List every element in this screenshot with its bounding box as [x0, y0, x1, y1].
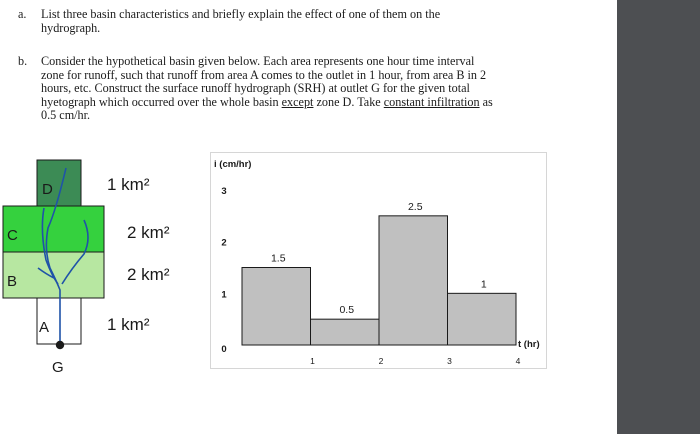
- question-a: [18, 8, 578, 35]
- question-b-line-2: zone for runoff, such that runoff from area A comes to the outlet in 1 hour, from area B in 2: [41, 67, 487, 82]
- bar-label-1: 1.5: [270, 252, 286, 265]
- question-a-number: a.: [18, 7, 27, 21]
- constant-infiltration-phrase: constant infiltration: [383, 94, 480, 109]
- x-tick-2: 2: [378, 356, 384, 366]
- x-axis-label: t (hr): [518, 339, 540, 350]
- bar-2: [311, 319, 380, 345]
- zone-a-label: A: [39, 319, 50, 336]
- question-b-line-1: Consider the hypothetical basin given below. Each area represents one hour time interval: [41, 54, 475, 68]
- x-tick-4: 4: [515, 356, 521, 366]
- question-a-line-1: List three basin characteristics and briefly explain the effect of one of them on the: [41, 7, 441, 21]
- question-a-line-2: hydrograph.: [41, 20, 101, 35]
- y-tick-3: 3: [221, 186, 227, 197]
- y-axis-label: i (cm/hr): [214, 159, 252, 170]
- y-tick-1: 1: [221, 289, 227, 301]
- question-b-number: b.: [18, 54, 28, 68]
- zone-d-label: D: [42, 181, 53, 198]
- zone-b-area: 2 km²: [127, 265, 170, 284]
- outlet-point: [56, 341, 64, 349]
- zone-b-label: B: [7, 273, 18, 290]
- bar-label-4: 1: [480, 278, 487, 291]
- except-word: except: [281, 94, 314, 109]
- bar-label-2: 0.5: [339, 304, 355, 317]
- dark-side-panel: [617, 0, 700, 434]
- question-b-line-4-start: hyetograph which occurred over the whole basin: [41, 94, 282, 109]
- y-tick-2: 2: [221, 237, 227, 249]
- bar-4: [448, 293, 517, 345]
- basin-diagram: [0, 150, 205, 380]
- y-tick-0: 0: [221, 344, 227, 355]
- zone-d-area: 1 km²: [107, 175, 150, 194]
- x-tick-1: 1: [310, 356, 315, 366]
- question-b-line-4: [41, 96, 578, 110]
- question-b-line-5: 0.5 cm/hr.: [41, 108, 91, 123]
- question-b: [18, 55, 578, 123]
- bar-1: [242, 268, 311, 346]
- question-b-line-4-tail: as: [479, 94, 493, 109]
- outlet-label: G: [52, 359, 64, 376]
- zone-c-area: 2 km²: [127, 223, 170, 242]
- x-tick-3: 3: [447, 356, 452, 366]
- zone-a-area: 1 km²: [107, 315, 150, 334]
- question-b-line-3: hours, etc. Construct the surface runoff hydrograph (SRH) at outlet G for the given total: [41, 81, 470, 96]
- bar-label-3: 2.5: [407, 200, 423, 213]
- bar-3: [379, 216, 448, 345]
- question-b-line-4-mid: zone D. Take: [313, 94, 384, 109]
- hyetograph-chart: [210, 152, 550, 372]
- zone-c-label: C: [7, 227, 18, 244]
